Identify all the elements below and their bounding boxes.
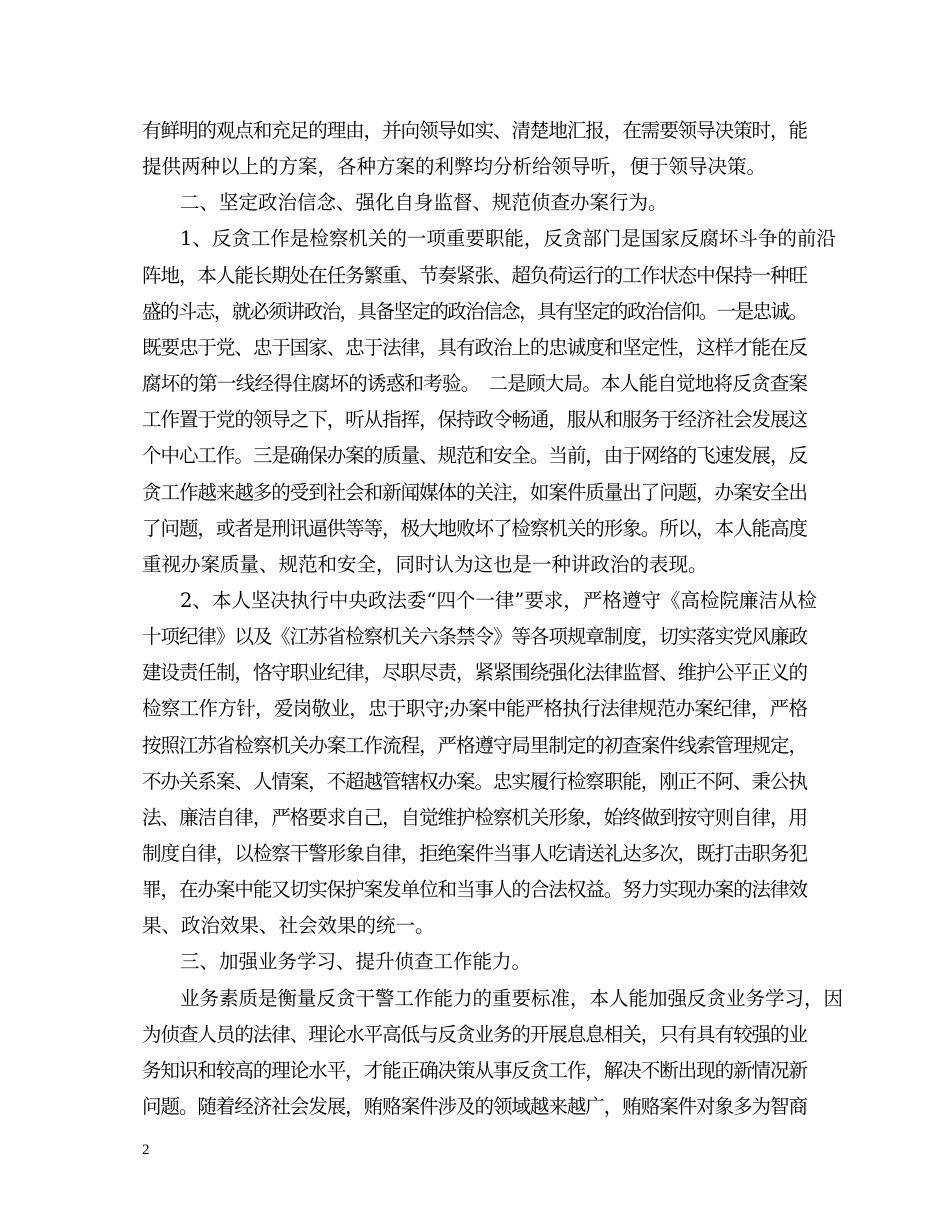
text-line-content: 制度自律，以检察干警形象自律，拒绝案件当事人吃请送礼达多次，既打击职务犯	[142, 842, 807, 865]
text-line-content: 按照江苏省检察机关办案工作流程，严格遵守局里制定的初查案件线索管理规定，	[142, 733, 807, 757]
text-line-content: 贪工作越来越多的受到社会和新闻媒体的关注，如案件质量出了问题，办案安全出	[142, 480, 807, 504]
text-line-content: 重视办案质量、规范和安全，同时认为这也是一种讲政治的表现。	[142, 552, 708, 576]
text-line-content: 建设责任制，恪守职业纪律，尽职尽责，紧紧围绕强化法律监督、维护公平正义的	[142, 661, 807, 685]
text-line-content: 不办关系案、人情案，不超越管辖权办案。忠实履行检察职能，刚正不阿、秉公执	[142, 769, 807, 793]
text-line-content: 罪，在办案中能又切实保护案发单位和当事人的合法权益。努力实现办案的法律效	[142, 878, 807, 902]
text-line-content: 工作置于党的领导之下，听从指挥，保持政令畅通，服从和服务于经济社会发展这	[142, 408, 807, 432]
text-line-content: 问题。随着经济社会发展，贿赂案件涉及的领域越来越广，贿赂案件对象多为智商	[142, 1095, 807, 1118]
text-line-content: 二、坚定政治信念、强化自身监督、规范侦查办案行为。	[180, 191, 668, 215]
text-line-content: 为侦查人员的法律、理论水平高低与反贪业务的开展息息相关，只有具有较强的业	[142, 1022, 807, 1046]
text-line-content: 务知识和较高的理论水平，才能正确决策从事反贪工作，解决不断出现的新情况新	[142, 1058, 807, 1082]
text-line-content: 有鲜明的观点和充足的理由，并向领导如实、清楚地汇报，在需要领导决策时，能	[142, 119, 807, 142]
text-line-content: 1、反贪工作是检察机关的一项重要职能，反贪部门是国家反腐坏斗争的前沿	[180, 227, 836, 251]
text-line-content: 了问题，或者是刑讯逼供等等，极大地败坏了检察机关的形象。所以，本人能高度	[142, 516, 807, 540]
text-line-content: 业务素质是衡量反贪干警工作能力的重要标准，本人能加强反贪业务学习，因	[180, 986, 844, 1010]
text-line-content: 检察工作方针，爱岗敬业，忠于职守;办案中能严格执行法律规范办案纪律，严格	[142, 697, 808, 721]
text-line-content: 阵地，本人能长期处在任务繁重、节奏紧张、超负荷运行的工作状态中保持一种旺	[142, 263, 807, 287]
page-number: 2	[142, 1142, 150, 1158]
text-line-content: 十项纪律》以及《江苏省检察机关六条禁令》等各项规章制度，切实落实党风廉政	[142, 625, 807, 649]
text-line-content: 盛的斗志，就必须讲政治，具备坚定的政治信念，具有坚定的政治信仰。一是忠诚。	[142, 299, 807, 323]
text-line-content: 个中心工作。三是确保办案的质量、规范和安全。当前，由于网络的飞速发展，反	[142, 444, 807, 468]
text-line-content: 三、加强业务学习、提升侦查工作能力。	[180, 950, 532, 974]
text-line-content: 果、政治效果、社会效果的统一。	[142, 914, 435, 938]
text-line-content: 既要忠于党、忠于国家、忠于法律，具有政治上的忠诚度和坚定性，这样才能在反	[142, 335, 807, 359]
text-line-content: 2、本人坚决执行中央政法委“四个一律”要求，严格遵守《高检院廉洁从检	[180, 589, 817, 612]
text-line-content: 腐坏的第一线经得住腐坏的诱惑和考验。 二是顾大局。本人能自觉地将反贪查案	[142, 372, 808, 395]
text-line-content: 法、廉洁自律，严格要求自己，自觉维护检察机关形象，始终做到按守则自律，用	[142, 805, 807, 829]
text-line-content: 提供两种以上的方案，各种方案的利弊均分析给领导听，便于领导决策。	[142, 155, 767, 179]
